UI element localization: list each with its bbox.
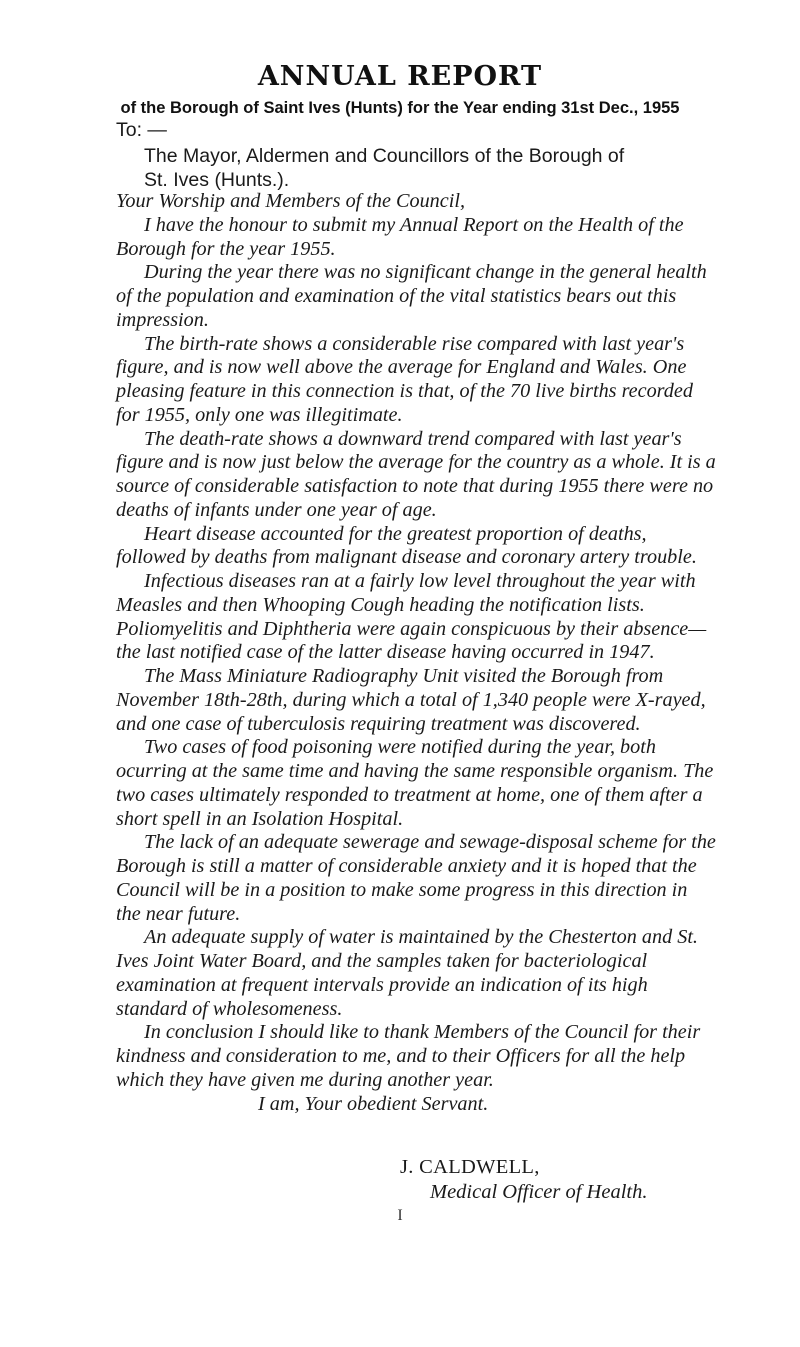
signature-name: J. CALDWELL, bbox=[400, 1156, 540, 1178]
paragraph: The lack of an adequate sewerage and sewage-disposal scheme for the Borough is still a matter of considerable anxiety and it is hoped that the Council will be in a position to make some progress in this direction in the near future. bbox=[116, 831, 716, 925]
report-title: ANNUAL REPORT bbox=[257, 61, 543, 92]
paragraph: In conclusion I should like to thank Members of the Council for their kindness and consideration to me, and to their Officers for all the help which they have given me during another year. bbox=[116, 1021, 701, 1091]
paragraph: I have the honour to submit my Annual Report on the Health of the Borough for the year 1955. bbox=[116, 213, 684, 260]
paragraph: Two cases of food poisoning were notified during the year, both ocurring at the same time and having the same responsible organism. The two cases ultimately responded to treatment at home, one of them after a short spell in an Isolation Hospital. bbox=[116, 736, 714, 830]
letter-body bbox=[116, 190, 716, 1116]
paragraph: Infectious diseases ran at a fairly low level throughout the year with Measles and then Whooping Cough heading the notification lists. Poliomyelitis and Diphtheria were again conspicuous by their absence—the last notified case of the latter disease having occurred in 1947. bbox=[116, 570, 707, 664]
paragraph: The birth-rate shows a considerable rise compared with last year's figure, and is now well above the average for England and Wales. One pleasing feature in this connection is that, of the 70 live births recorded for 1955, only one was illegitimate. bbox=[116, 332, 693, 426]
addressee-block bbox=[144, 145, 704, 192]
closing-line: I am, Your obedient Servant. bbox=[258, 1092, 489, 1115]
addressee-line: St. Ives (Hunts.). bbox=[144, 168, 290, 191]
paragraph: The Mass Miniature Radiography Unit visited the Borough from November 18th-28th, during which a total of 1,340 people were X-rayed, and one case of tuberculosis requiring treatment was discovered. bbox=[116, 665, 706, 735]
salutation: Your Worship and Members of the Council, bbox=[116, 190, 466, 212]
signature-title: Medical Officer of Health. bbox=[430, 1181, 648, 1203]
paragraph: Heart disease accounted for the greatest proportion of deaths, followed by deaths from malignant disease and coronary artery trouble. bbox=[116, 522, 697, 569]
page-number: I bbox=[397, 1207, 403, 1224]
report-subtitle: of the Borough of Saint Ives (Hunts) for the Year ending 31st Dec., 1955 bbox=[120, 99, 680, 117]
paragraph: The death-rate shows a downward trend compared with last year's figure and is now just below the average for the country as a whole. It is a source of considerable satisfaction to note that during 1955 there were no deaths of infants under one year of age. bbox=[116, 427, 716, 521]
addressee-to: To: — bbox=[116, 119, 167, 141]
paragraph: An adequate supply of water is maintained by the Chesterton and St. Ives Joint Water Board, and the samples taken for bacteriological examination at frequent intervals provide an indication of its high standard of wholesomeness. bbox=[116, 926, 698, 1020]
addressee-line: The Mayor, Aldermen and Councillors of the Borough of bbox=[144, 145, 625, 167]
paragraph: During the year there was no significant change in the general health of the population and examination of the vital statistics bears out this impression. bbox=[116, 261, 707, 331]
